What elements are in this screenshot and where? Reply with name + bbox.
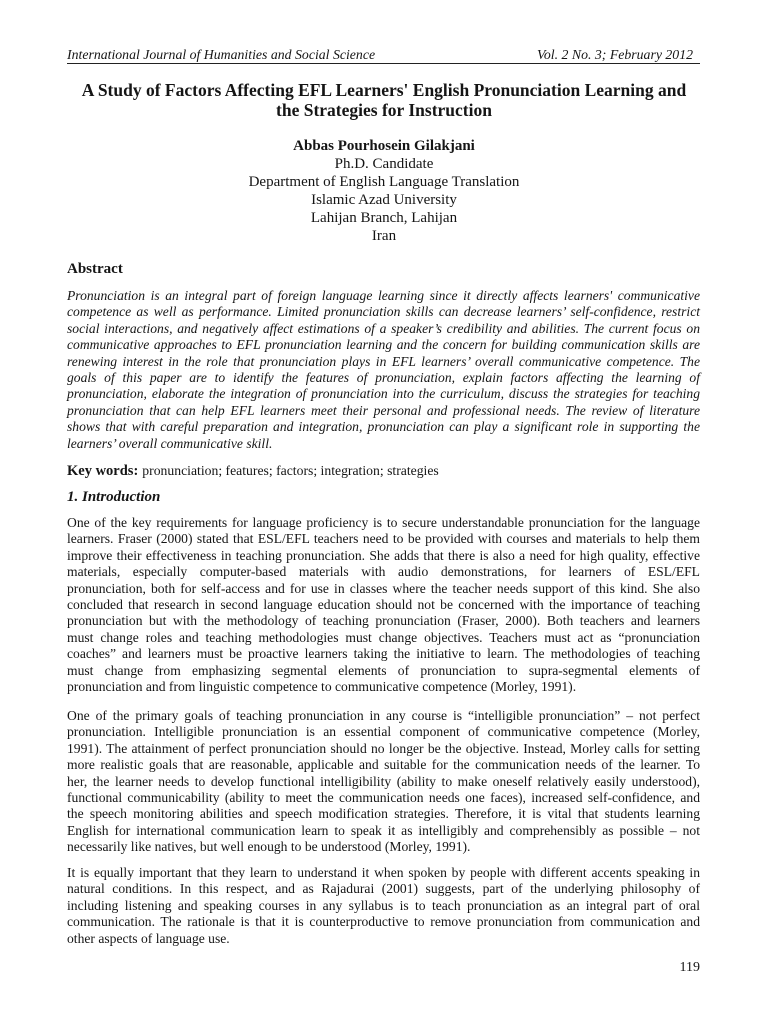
title-line: A Study of Factors Affecting EFL Learners' English Pronunciation Learning and — [81, 80, 687, 100]
text-line: renewing interest in the role that pronunciation plays in EFL learners’ overall communicative competence. The — [67, 353, 700, 369]
text-line: English for international communication learn to speak it as intelligibly and comprehensibly as possible – not — [67, 822, 700, 838]
text-line: competence as well as performance. Limited pronunciation skills can decrease learners’ self-confidence, restrict — [67, 304, 700, 320]
author-block — [0, 137, 768, 245]
body-paragraph — [67, 515, 700, 695]
body-paragraph — [67, 708, 700, 856]
text-line: concluded that research in second language education should not be concerned with the importance of teaching — [67, 597, 700, 613]
text-line: necessarily like natives, but well enough to be understood (Morley, 1991). — [67, 839, 471, 855]
header-rule — [67, 63, 700, 64]
abstract-text — [67, 288, 700, 452]
body-paragraph — [67, 865, 700, 947]
text-line: natural conditions. In this respect, and as Rajadurai (2001) suggests, part of the underlying philosophy of — [67, 881, 700, 897]
text-line: pronunciation, both for self-access and for use in classes where the teacher needs support of this kind. She also — [67, 580, 700, 596]
journal-name: International Journal of Humanities and Social Science — [67, 47, 376, 62]
abstract-heading: Abstract — [67, 261, 123, 277]
keywords — [67, 463, 700, 479]
text-line: pronunciation that can help EFL learners meet their personal and professional needs. The review of literature — [67, 402, 700, 418]
text-line: pronunciation and from linguistic competence to communicative competence (Morley, 1991). — [67, 679, 577, 695]
text-line: pronunciation. Intelligible pronunciation is an essential component of communicative competence (Morley, — [67, 724, 700, 740]
text-line: Pronunciation is an integral part of foreign language learning since it directly affects learners' communicative — [67, 288, 700, 303]
author-name: Abbas Pourhosein Gilakjani — [293, 138, 475, 154]
paper-title — [0, 80, 768, 120]
text-line: learners’ overall communicative skill. — [67, 435, 273, 451]
issue-info: Vol. 2 No. 3; February 2012 — [537, 47, 693, 62]
author-university: Islamic Azad University — [311, 192, 457, 208]
text-line: improve their effectiveness in teaching pronunciation. She adds that there is also a need for high quality, effective — [67, 547, 700, 563]
text-line: coaches” and learners must be proactive learners taking the initiative to learn. The methodologies of teaching — [67, 646, 700, 662]
text-line: functional communicability (ability to meet the communication needs one faces), increased self-confidence, and — [67, 790, 700, 806]
text-line: goals of this paper are to identify the features of pronunciation, explain factors affecting the learning of — [67, 370, 700, 386]
text-line: pronunciation but with the methodology of teaching pronunciation (Fraser, 2000). Both teachers and learners — [67, 613, 700, 629]
text-line: communication. The rationale is that it is counterproductive to remove pronunciation from communication and — [67, 914, 700, 930]
text-line: One of the primary goals of teaching pronunciation in any course is “intelligible pronunciation” – not perfect — [67, 708, 700, 723]
text-line: It is equally important that they learn to understand it when spoken by people with different accents speaking in — [67, 865, 700, 880]
author-country: Iran — [371, 228, 397, 244]
title-line: the Strategies for Instruction — [276, 100, 492, 120]
text-line: the speech monitoring abilities and speech modification strategies. Therefore, it is vital that students learning — [67, 806, 700, 822]
keywords-label: Key words: — [67, 463, 139, 479]
text-line: social interactions, and negatively affect estimations of a speaker’s credibility and abilities. The current focus on — [67, 320, 700, 336]
page-number: 119 — [679, 960, 700, 975]
text-line: other aspects of language use. — [67, 930, 230, 946]
text-line: materials, especially computer-based materials with audio demonstrations, for learners of ESL/EFL — [67, 564, 700, 580]
text-line: pronunciation, elaborate the integration of pronunciation into the curriculum, discuss the strategies for teaching — [67, 386, 700, 402]
author-department: Department of English Language Translation — [248, 174, 520, 190]
text-line: must change from emphasizing segmental elements of pronunciation to supra-segmental elements of — [67, 662, 700, 678]
text-line: communicative approaches to EFL pronunciation learning and the concern for building communication skills are — [67, 337, 700, 353]
author-branch: Lahijan Branch, Lahijan — [310, 210, 458, 226]
text-line: learners. Fraser (2000) stated that ESL/EFL teachers need to be provided with courses and materials to help them — [67, 531, 700, 547]
text-line: including listening and speaking courses in any syllabus is to teach pronunciation as an integral part of oral — [67, 897, 700, 913]
text-line: more realistic goals that are reasonable, applicable and suitable for the communication needs of the learner. To — [67, 757, 700, 773]
text-line: One of the key requirements for language proficiency is to secure understandable pronunciation for the language — [67, 515, 700, 530]
text-line: shows that with careful preparation and integration, pronunciation can play a significant role in supporting the — [67, 419, 700, 435]
text-line: 1991). The attainment of perfect pronunciation should no longer be the objective. Instead, Morley calls for setting — [67, 740, 700, 756]
author-position: Ph.D. Candidate — [334, 156, 434, 172]
keywords-text: pronunciation; features; factors; integration; strategies — [142, 463, 439, 478]
running-header — [67, 47, 700, 63]
text-line: her, the learner needs to develop functional intelligibility (ability to make oneself relatively easily understood), — [67, 773, 700, 789]
section-heading-introduction: 1. Introduction — [67, 489, 161, 505]
text-line: must change roles and teaching methodologies must change objectives. Teachers must act as “pronunciation — [67, 629, 700, 645]
